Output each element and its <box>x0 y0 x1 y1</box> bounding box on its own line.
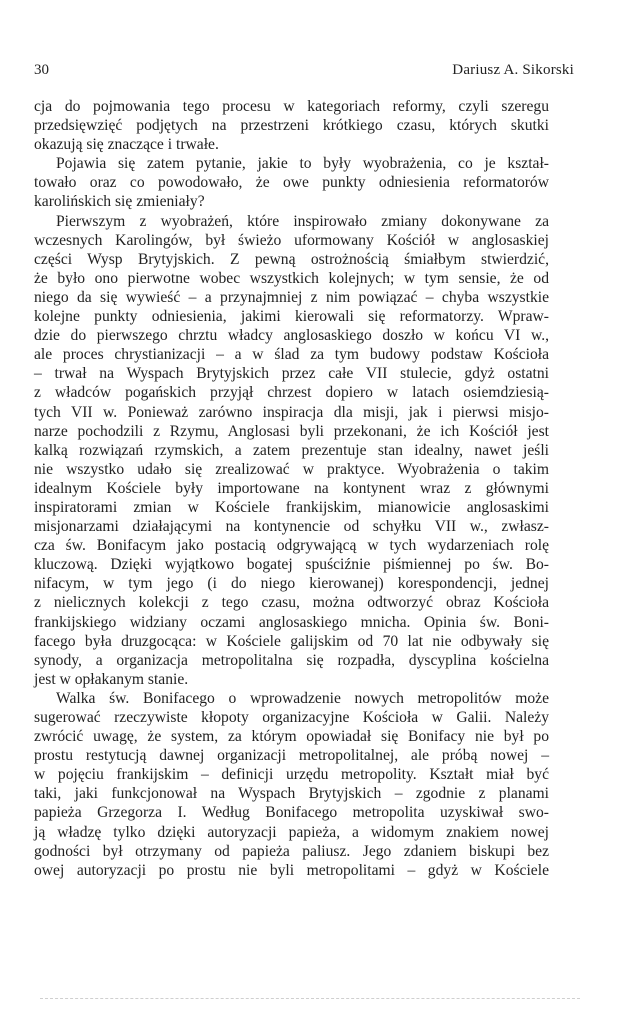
text-line: ale proces chrystianizacji – a w ślad za tym budowy podstaw Kościoła <box>34 346 549 364</box>
text-line: papieża Grzegorza I. Według Bonifacego metropolita uzyskiwał swo- <box>34 804 549 822</box>
text-line: karolińskich się zmieniały? <box>34 193 205 211</box>
text-line: idealnym Kościele były importowane na kontynent wraz z głównymi <box>34 479 549 497</box>
text-line: Walka św. Bonifacego o wprowadzenie nowych metropolitów może <box>56 689 549 707</box>
text-line: nie wszystko udało się zrealizować w praktyce. Wyobrażenia o takim <box>34 460 549 478</box>
text-line: w pojęciu frankijskim – definicji urzędu metropolity. Kształt miał być <box>34 766 549 784</box>
text-line: cza św. Bonifacym jako postacią odgrywającą w tych wydarzeniach rolę <box>34 537 549 555</box>
text-line: prostu restytucją dawnej organizacji metropolitalnej, ale próbą nowej – <box>34 747 549 765</box>
text-line: niego da się wywieść – a przynajmniej z nim powiązać – chyba wszystkie <box>34 288 549 306</box>
text-line: tych VII w. Ponieważ zarówno inspiracja dla misji, jak i pierwsi misjo- <box>34 403 549 421</box>
text-line: Pojawia się zatem pytanie, jakie to były wyobrażenia, co je kształ- <box>56 155 549 173</box>
text-line: przedsięwzięć podjętych na przestrzeni krótkiego czasu, których skutki <box>34 117 549 135</box>
text-line: facego była druzgocąca: w Kościele galijskim od 70 lat nie odbywały się <box>34 632 549 650</box>
text-line: misjonarzami działającymi na kontynencie od schyłku VII w., zwłasz- <box>34 518 549 536</box>
text-line: inspiratorami zmian w Kościele frankijskim, mianowicie anglosaskimi <box>34 498 549 516</box>
text-line: taki, jaki funkcjonował na Wyspach Brytyjskich – zgodnie z planami <box>34 785 549 803</box>
text-line: – trwał na Wyspach Brytyjskich przez całe VII stulecie, gdyż ostatni <box>34 365 549 383</box>
text-line: sugerować rzeczywiste kłopoty organizacyjne Kościoła w Galii. Należy <box>34 709 549 726</box>
text-line: części Wysp Brytyjskich. Z pewną ostrożnością śmiałbym stwierdzić, <box>34 250 549 268</box>
text-line: kolejne punkty odniesienia, jakimi kierowali się reformatorzy. Wpraw- <box>34 308 549 326</box>
text-line: ją władzę tylko dzięki autoryzacji papieża, a widomym znakiem nowej <box>34 823 549 841</box>
running-head: Dariusz A. Sikorski <box>452 62 574 78</box>
text-line: cja do pojmowania tego procesu w kategoriach reformy, czyli szeregu <box>34 98 549 115</box>
text-line: okazują się znaczące i trwałe. <box>34 136 219 154</box>
text-line: zwrócić uwagę, że system, za którym opowiadał się Bonifacy nie był po <box>34 728 549 746</box>
text-line: synody, a organizacja metropolitalna się rozpadła, dyscyplina kościelna <box>34 651 549 669</box>
text-line: z władców pogańskich przyjął chrzest dopiero w latach osiemdziesią- <box>34 384 549 402</box>
text-line: że było ono pierwotne wobec wszystkich kolejnych; w tym sensie, że od <box>34 269 549 287</box>
text-line: godności był otrzymany od papieża paliusz. Jego zdaniem biskupi bez <box>34 842 549 860</box>
text-line: frankijskiego widziany oczami anglosaskiego mnicha. Opinia św. Boni- <box>34 613 549 631</box>
text-line: dzie do pierwszego chrztu władcy anglosaskiego doszło w końcu VI w., <box>34 327 549 345</box>
page-number: 30 <box>34 62 49 78</box>
text-line: narze pochodzili z Rzymu, Anglosasi byli przekonani, że ich Kościół jest <box>34 422 549 440</box>
text-line: wczesnych Karolingów, był świeżo uformowany Kościół w anglosaskiej <box>34 231 549 249</box>
text-line: jest w opłakanym stanie. <box>34 670 189 688</box>
text-line: z nielicznych kolekcji z tego czasu, można odtworzyć obraz Kościoła <box>34 594 549 612</box>
text-line: kalką rozwiązań rzymskich, a zatem prezentuje stan idealny, nawet jeśli <box>34 441 549 459</box>
body-text <box>34 97 549 880</box>
text-line: Pierwszym z wyobrażeń, które inspirowało zmiany dokonywane za <box>56 212 549 230</box>
text-line: nifacym, w tym jego (i do niego kierowanej) korespondencji, jednej <box>34 575 549 593</box>
text-line: owej autoryzacji po prostu nie byli metropolitami – gdyż w Kościele <box>34 861 549 879</box>
text-line: towało oraz co powodowało, że owe punkty odniesienia reformatorów <box>34 174 549 192</box>
text-line: kluczową. Dzięki wyjątkowo bogatej spuściźnie piśmiennej po św. Bo- <box>34 556 549 574</box>
scan-edge-line <box>40 998 580 999</box>
